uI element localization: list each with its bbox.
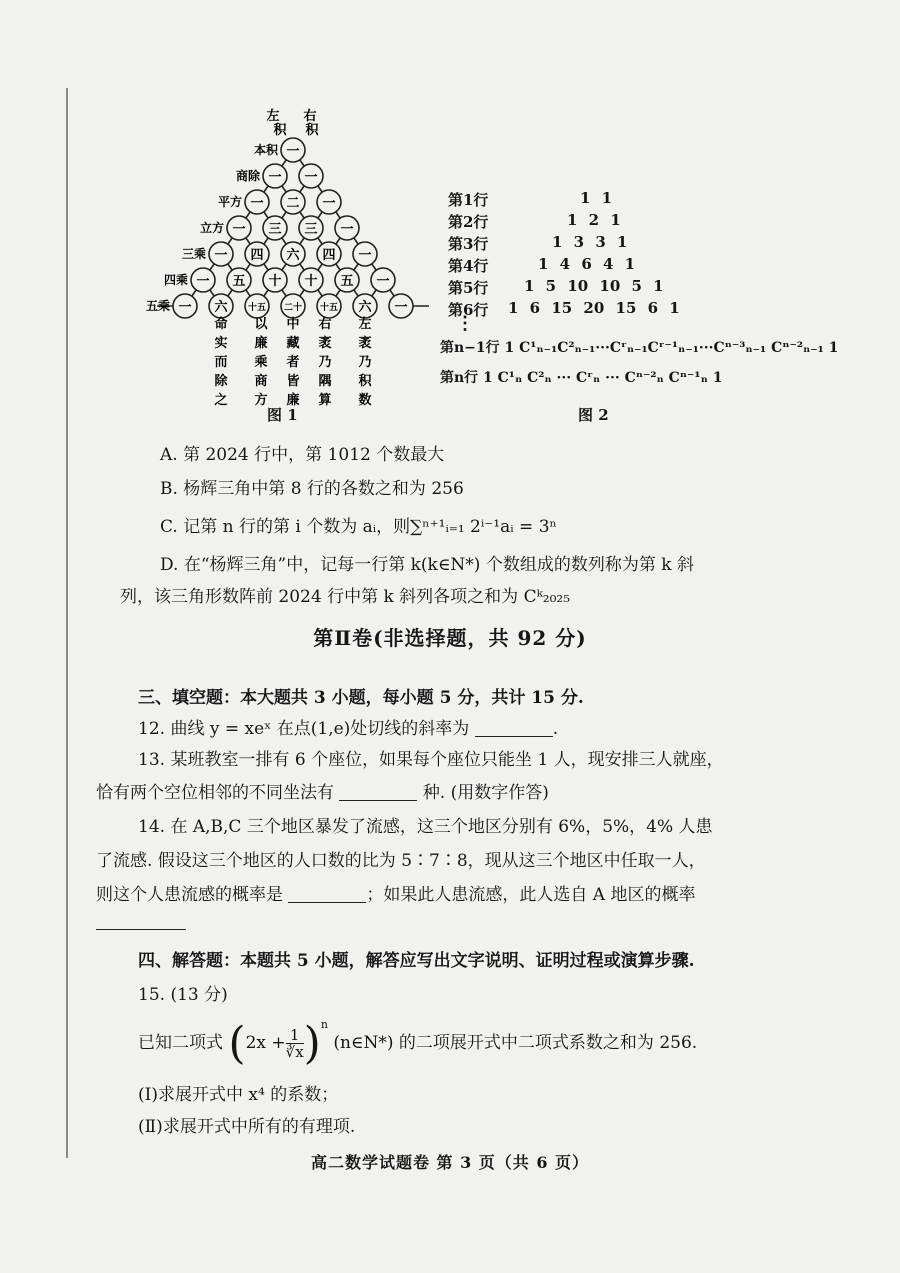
column-character: 方 <box>254 393 268 408</box>
row-label: 三乘 <box>181 247 206 261</box>
column-character: 者 <box>286 355 300 370</box>
fig2-row-numbers: 1 2 1 <box>567 211 621 229</box>
fig2-row-n: 第n行 1 C¹ₙ C²ₙ ··· Cʳₙ ··· Cⁿ⁻²ₙ Cⁿ⁻¹ₙ 1 <box>440 370 723 386</box>
column-character: 之 <box>214 393 228 408</box>
triangle-node-text: 一 <box>232 222 246 237</box>
triangle-node-text: 一 <box>196 274 210 289</box>
question-13-text: 恰有两个空位相邻的不同坐法有 <box>96 783 334 803</box>
row-label: 平方 <box>217 195 242 209</box>
binomial-lead-term: 2x + <box>245 1033 286 1053</box>
question-13-tail: 种. (用数字作答) <box>422 783 549 803</box>
question-15-heading: 15. (13 分) <box>138 985 228 1005</box>
right-paren: ) <box>303 1018 321 1069</box>
question-14-line-3 <box>96 880 696 905</box>
row-label: 商除 <box>235 169 260 183</box>
triangle-node <box>353 242 377 266</box>
question-14-line-2: 了流感. 假设这三个地区的人口数的比为 5∶7∶8，现从这三个地区中任取一人， <box>96 851 706 871</box>
triangle-node-text: 十五 <box>247 303 267 313</box>
triangle-node <box>263 216 287 240</box>
triangle-node-text: 二十 <box>283 303 303 313</box>
triangle-node-text: 一 <box>340 222 354 237</box>
triangle-node-text: 六 <box>358 300 372 315</box>
question-14-line-1: 14. 在 A,B,C 三个地区暴发了流感，这三个地区分别有 6%，5%，4% 人患 <box>138 817 713 837</box>
question-13-line-2 <box>96 778 549 803</box>
triangle-node <box>245 242 269 266</box>
page-footer: 高二数学试题卷 第 3 页（共 6 页） <box>310 1153 590 1172</box>
fig2-row-label: 第3行 <box>448 235 489 253</box>
triangle-node <box>209 242 233 266</box>
column-character: 而 <box>214 355 228 370</box>
triangle-node-text: 一 <box>286 144 300 159</box>
column-character: 藏 <box>286 336 300 351</box>
question-14-line-4 <box>96 912 186 932</box>
row-label: 五乘 <box>145 299 170 313</box>
column-character: 乃 <box>358 355 372 370</box>
triangle-node <box>353 294 377 318</box>
column-character: 中 <box>286 317 300 332</box>
triangle-node <box>281 138 305 162</box>
column-character: 积 <box>358 374 372 389</box>
column-character: 实 <box>214 336 228 351</box>
fraction-numerator: 1 <box>286 1027 304 1045</box>
question-14-answer-blank-2 <box>96 913 186 930</box>
fig2-row-label: 第1行 <box>448 191 489 209</box>
triangle-node <box>317 190 341 214</box>
fig2-row-numbers: 1 6 15 20 15 6 1 <box>508 299 680 317</box>
section-2-title: 第Ⅱ卷(非选择题，共 92 分) <box>313 626 587 650</box>
question-15-lead: 已知二项式 <box>138 1033 223 1053</box>
triangle-node-text: 一 <box>304 170 318 185</box>
triangle-node-text: 一 <box>214 248 228 263</box>
triangle-node <box>317 294 341 318</box>
triangle-node <box>191 268 215 292</box>
row-label: 立方 <box>199 221 224 235</box>
option-b: B. 杨辉三角中第 8 行的各数之和为 256 <box>160 479 464 499</box>
option-c <box>160 512 557 537</box>
triangle-node <box>263 268 287 292</box>
fig2-vdots: ⋮ <box>456 313 474 334</box>
column-character: 袤 <box>318 336 332 351</box>
triangle-node-text: 一 <box>376 274 390 289</box>
fig2-row-label: 第5行 <box>448 279 489 297</box>
triangle-node <box>209 294 233 318</box>
column-character: 乃 <box>318 355 332 370</box>
column-character: 除 <box>214 374 228 389</box>
triangle-node-text: 一 <box>178 300 192 315</box>
question-15-tail: (n∈N*) 的二项展开式中二项式系数之和为 256. <box>333 1033 698 1053</box>
column-character: 隅 <box>318 374 332 389</box>
fig2-row-numbers: 1 1 <box>580 189 613 207</box>
question-15-part-1: (Ⅰ)求展开式中 x⁴ 的系数； <box>138 1085 339 1105</box>
option-c-text: C. 记第 n 行的第 i 个数为 aᵢ，则 <box>160 517 411 537</box>
triangle-node-text: 三 <box>268 222 282 237</box>
column-character: 廉 <box>286 393 300 408</box>
triangle-node-text: 二 <box>286 196 300 211</box>
question-15-part-2: (Ⅱ)求展开式中所有的有理项. <box>138 1117 356 1137</box>
triangle-node-text: 五 <box>232 274 246 289</box>
question-13-line-1: 13. 某班教室一排有 6 个座位，如果每个座位只能坐 1 人，现安排三人就座， <box>138 750 724 770</box>
triangle-node-text: 四 <box>322 248 336 263</box>
triangle-node <box>227 268 251 292</box>
option-d-line-1: D. 在“杨辉三角”中，记每一行第 k(k∈N*) 个数组成的数列称为第 k 斜 <box>160 555 694 575</box>
column-character: 数 <box>358 393 372 408</box>
triangle-node-text: 六 <box>286 248 300 263</box>
triangle-node <box>173 294 197 318</box>
top-right-label: 右 <box>303 109 317 124</box>
option-a: A. 第 2024 行中，第 1012 个数最大 <box>160 445 445 465</box>
question-15-statement <box>138 1018 698 1069</box>
question-12-text: 12. 曲线 y = xeˣ 在点(1,e)处切线的斜率为 <box>138 719 470 739</box>
figure-1-yanghui-triangle <box>140 100 440 430</box>
triangle-node-text: 一 <box>322 196 336 211</box>
question-14-text: 则这个人患流感的概率是 <box>96 885 283 905</box>
question-12-answer-blank <box>475 720 553 737</box>
triangle-node-text: 十五 <box>319 303 339 313</box>
triangle-node <box>281 242 305 266</box>
fig2-row-label: 第4行 <box>448 257 489 275</box>
triangle-node <box>281 190 305 214</box>
option-c-formula: ∑ⁿ⁺¹ᵢ₌₁ 2ⁱ⁻¹aᵢ = 3ⁿ <box>410 517 557 537</box>
part-4-heading: 四、解答题：本题共 5 小题，解答应写出文字说明、证明过程或演算步骤. <box>138 951 695 971</box>
triangle-node <box>299 164 323 188</box>
column-character: 商 <box>254 374 268 389</box>
fig2-row-numbers: 1 5 10 10 5 1 <box>524 277 664 295</box>
triangle-node-text: 四 <box>250 248 264 263</box>
fig2-row-label: 第6行 <box>448 301 489 319</box>
triangle-node-text: 一 <box>268 170 282 185</box>
triangle-node <box>299 216 323 240</box>
top-left-label: 左 <box>266 109 280 124</box>
question-14-answer-blank-1 <box>288 886 366 903</box>
question-14-tail: ；如果此人患流感，此人选自 A 地区的概率 <box>366 885 696 905</box>
fig2-row-numbers: 1 3 3 1 <box>552 233 628 251</box>
question-13-answer-blank <box>339 784 417 801</box>
column-character: 皆 <box>286 374 300 389</box>
fig2-row-numbers: 1 4 6 4 1 <box>538 255 636 273</box>
triangle-node-text: 一 <box>358 248 372 263</box>
triangle-node <box>227 216 251 240</box>
column-character: 以 <box>254 317 268 332</box>
triangle-node <box>245 294 269 318</box>
triangle-node-text: 一 <box>394 300 408 315</box>
fraction-denominator: ∛x <box>285 1043 304 1061</box>
triangle-node-text: 三 <box>304 222 318 237</box>
triangle-node-text: 十 <box>268 274 282 289</box>
triangle-node <box>389 294 413 318</box>
column-character: 乘 <box>254 355 268 370</box>
binomial-fraction <box>286 1027 304 1061</box>
figure-2-numeric-triangle <box>440 185 839 386</box>
left-paren: ( <box>228 1018 246 1069</box>
triangle-node <box>263 164 287 188</box>
part-3-heading: 三、填空题：本大题共 3 小题，每小题 5 分，共计 15 分. <box>138 688 584 708</box>
column-character: 命 <box>214 317 228 332</box>
top-right-label-2: 积 <box>305 123 319 138</box>
triangle-node <box>371 268 395 292</box>
triangle-node <box>335 268 359 292</box>
column-character: 廉 <box>254 336 268 351</box>
top-left-label-2: 积 <box>273 123 287 138</box>
binomial-exponent: n <box>320 1018 328 1031</box>
fig2-row-label: 第2行 <box>448 213 489 231</box>
triangle-node <box>335 216 359 240</box>
column-character: 右 <box>318 317 332 332</box>
triangle-node <box>281 294 305 318</box>
figure-2-caption: 图 2 <box>578 406 609 424</box>
triangle-node <box>299 268 323 292</box>
column-character: 袤 <box>358 336 372 351</box>
triangle-node-text: 六 <box>214 300 228 315</box>
triangle-node-text: 十 <box>304 274 318 289</box>
question-12-period: . <box>552 719 559 739</box>
column-character: 算 <box>318 393 332 408</box>
row-label: 四乘 <box>163 273 188 287</box>
triangle-node-text: 五 <box>340 274 354 289</box>
figure-1-caption: 图 1 <box>267 406 298 424</box>
option-d-line-2: 列，该三角形数阵前 2024 行中第 k 斜列各项之和为 Cᵏ₂₀₂₅ <box>120 587 571 607</box>
triangle-node-text: 一 <box>250 196 264 211</box>
vertical-text-columns <box>214 316 372 408</box>
fig2-row-n-minus-1: 第n−1行 1 C¹ₙ₋₁C²ₙ₋₁···Cʳₙ₋₁Cʳ⁻¹ₙ₋₁···Cⁿ⁻³ₙ₋₁ Cⁿ⁻²ₙ₋₁ 1 <box>440 340 839 356</box>
triangle-node <box>245 190 269 214</box>
triangle-node <box>317 242 341 266</box>
column-character: 左 <box>358 317 372 332</box>
row-label: 本积 <box>253 143 278 157</box>
question-12 <box>138 714 558 739</box>
